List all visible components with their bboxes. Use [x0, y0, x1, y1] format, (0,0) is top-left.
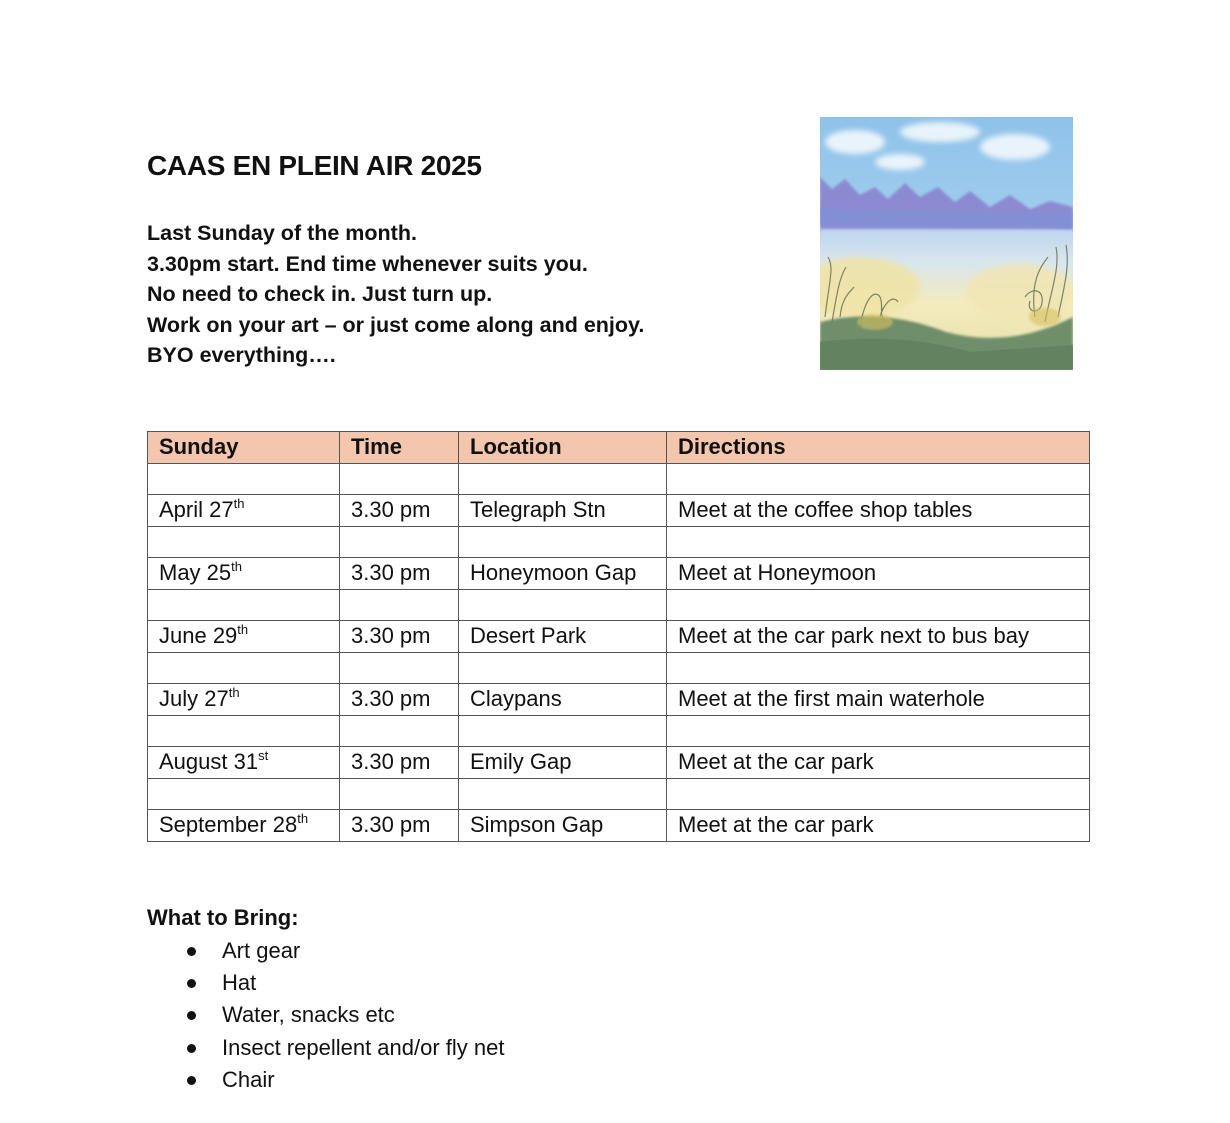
- bullet-icon: [187, 1011, 196, 1020]
- table-row: [148, 621, 1090, 653]
- location-cell: Telegraph Stn: [459, 495, 667, 527]
- bullet-icon: [187, 947, 196, 956]
- location-cell: Claypans: [459, 684, 667, 716]
- sunday-cell: September 28th: [148, 810, 340, 842]
- intro-line: 3.30pm start. End time whenever suits you.: [147, 251, 588, 276]
- schedule-table: [147, 431, 1090, 842]
- sunday-cell: June 29th: [148, 621, 340, 653]
- spacer-row: [148, 526, 1090, 558]
- table-row: [148, 810, 1090, 842]
- intro-text: [147, 218, 644, 371]
- spacer-row: [148, 589, 1090, 621]
- location-cell: Emily Gap: [459, 747, 667, 779]
- spacer-row: [148, 463, 1090, 495]
- bullet-icon: [187, 1076, 196, 1085]
- location-cell: Honeymoon Gap: [459, 558, 667, 590]
- page-title: CAAS EN PLEIN AIR 2025: [147, 150, 482, 181]
- location-cell: Simpson Gap: [459, 810, 667, 842]
- table-row: [148, 558, 1090, 590]
- table-row: [148, 747, 1090, 779]
- list-item: Hat: [147, 967, 505, 999]
- bullet-icon: [187, 1044, 196, 1053]
- time-cell: 3.30 pm: [340, 495, 459, 527]
- location-cell: Desert Park: [459, 621, 667, 653]
- table-row: [148, 495, 1090, 527]
- time-cell: 3.30 pm: [340, 558, 459, 590]
- list-item: Insect repellent and/or fly net: [147, 1032, 505, 1064]
- spacer-row: [148, 715, 1090, 747]
- what-to-bring-heading: What to Bring:: [147, 905, 299, 930]
- sunday-cell: August 31st: [148, 747, 340, 779]
- spacer-row: [148, 652, 1090, 684]
- directions-cell: Meet at Honeymoon: [667, 558, 1090, 590]
- spacer-row: [148, 778, 1090, 810]
- intro-line: No need to check in. Just turn up.: [147, 282, 493, 306]
- intro-line: BYO everything….: [147, 343, 336, 367]
- directions-cell: Meet at the car park next to bus bay: [667, 621, 1090, 653]
- time-cell: 3.30 pm: [340, 810, 459, 842]
- sunday-cell: May 25th: [148, 558, 340, 590]
- bullet-icon: [187, 979, 196, 988]
- directions-cell: Meet at the coffee shop tables: [667, 495, 1090, 527]
- column-header-sunday: Sunday: [148, 432, 340, 464]
- table-header-row: [148, 432, 1090, 464]
- column-header-directions: Directions: [667, 432, 1090, 464]
- directions-cell: Meet at the first main waterhole: [667, 684, 1090, 716]
- table-row: [148, 684, 1090, 716]
- sunday-cell: April 27th: [148, 495, 340, 527]
- directions-cell: Meet at the car park: [667, 747, 1090, 779]
- column-header-time: Time: [340, 432, 459, 464]
- list-item: Chair: [147, 1064, 505, 1096]
- what-to-bring-list: [147, 935, 505, 1096]
- list-item: Water, snacks etc: [147, 999, 505, 1031]
- sunday-cell: July 27th: [148, 684, 340, 716]
- time-cell: 3.30 pm: [340, 621, 459, 653]
- intro-line: Work on your art – or just come along and enjoy.: [147, 312, 645, 337]
- landscape-painting: [820, 117, 1073, 370]
- time-cell: 3.30 pm: [340, 684, 459, 716]
- column-header-location: Location: [459, 432, 667, 464]
- list-item: Art gear: [147, 935, 505, 967]
- directions-cell: Meet at the car park: [667, 810, 1090, 842]
- time-cell: 3.30 pm: [340, 747, 459, 779]
- intro-line: Last Sunday of the month.: [147, 221, 417, 245]
